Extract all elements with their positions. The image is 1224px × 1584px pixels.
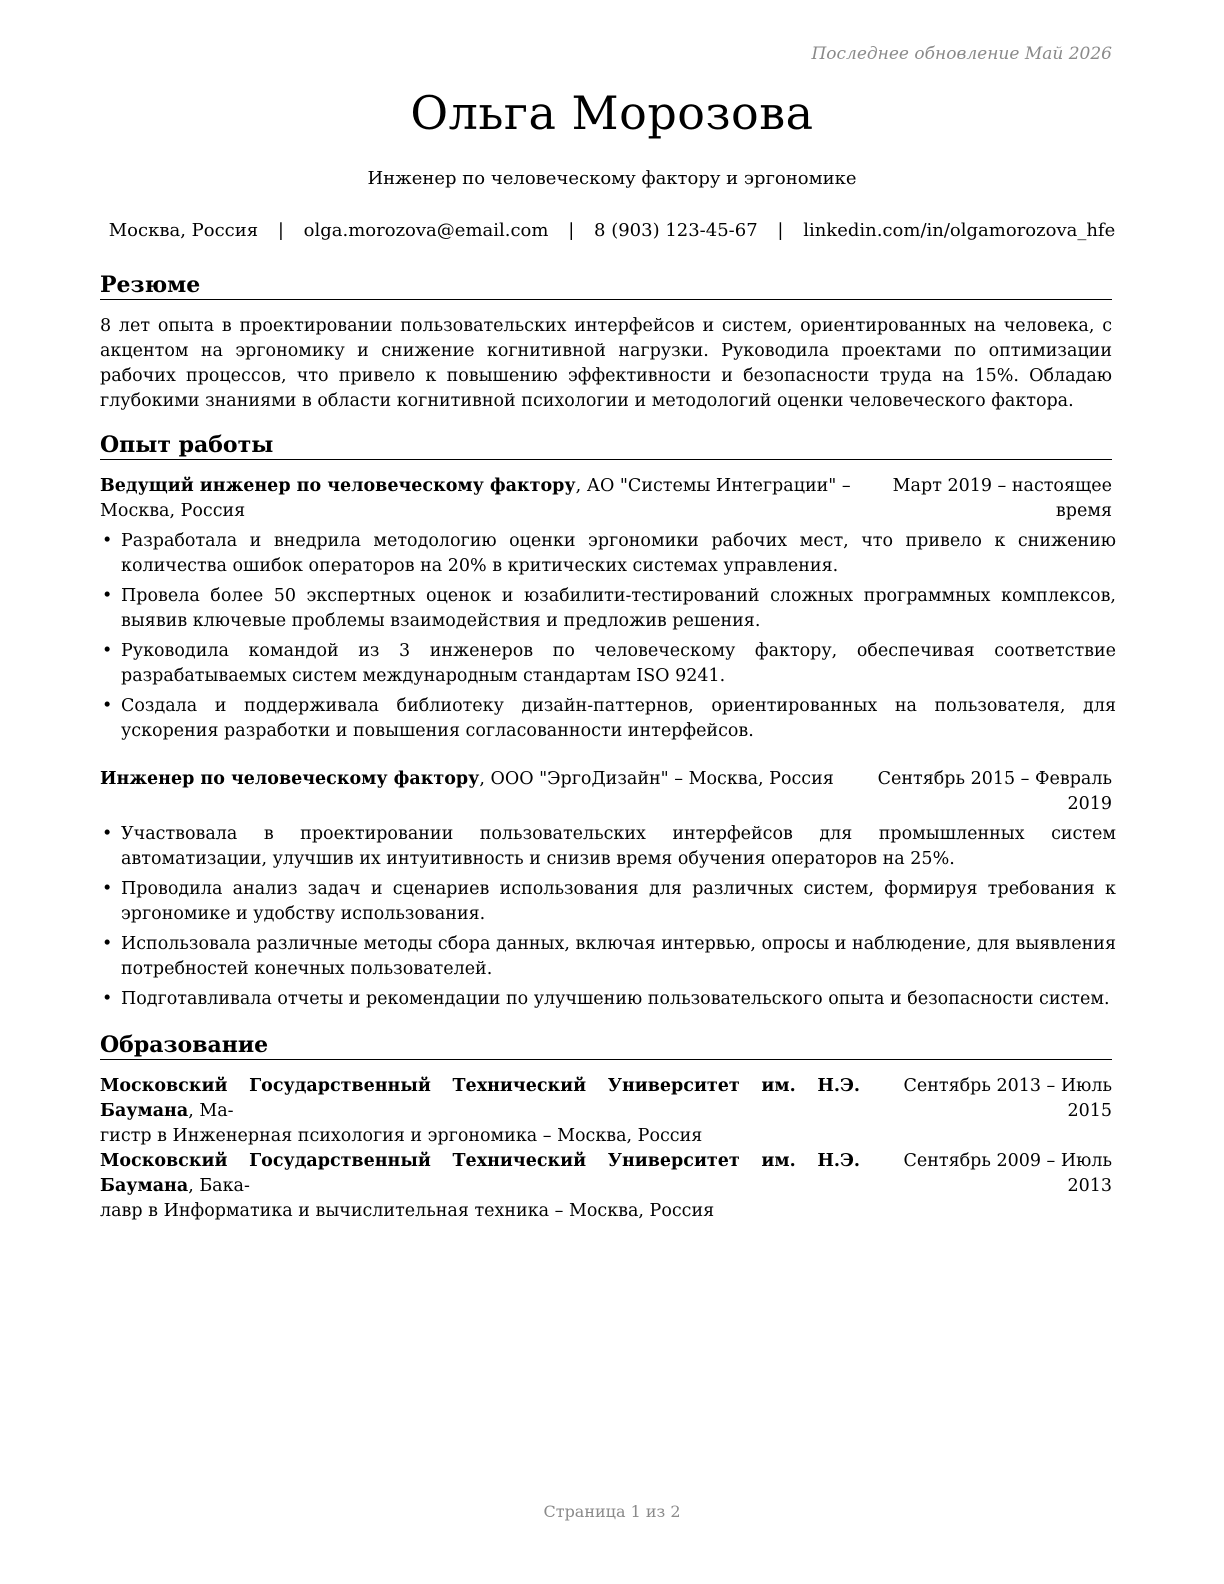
education-dates-end: 2015 xyxy=(1067,1101,1112,1121)
job-position-company xyxy=(100,767,860,792)
summary-text: 8 лет опыта в проектировании пользовательских интерфейсов и систем, ориентированных на человека, с акцентом на эргономику и снижение когнитивной нагрузки. Руководила проектами по оптимизации рабочих процессов, что привело к повышению эффективности и безопасности труда на 15%. Обладаю глубокими знаниями в области когнитивной психологии и методологий оценки человеческого фактора. xyxy=(100,316,1112,411)
job-bullets xyxy=(100,529,1116,749)
education-school-degree xyxy=(100,1074,860,1149)
job-position: Инженер по человеческому фактору xyxy=(100,769,480,789)
contact-separator: | xyxy=(277,220,284,241)
list-item: • Участвовала в проектировании пользовательских интерфейсов для промышленных систем автоматизации, улучшив их интуитивность и снизив время обучения операторов на 25%. xyxy=(100,822,1116,872)
education-degree: лавр в Информатика и вычислительная техника – Москва, Россия xyxy=(100,1201,715,1221)
contact-location: Москва, Россия xyxy=(108,220,259,241)
contacts-line xyxy=(60,220,1164,241)
list-item: • Проводила анализ задач и сценариев использования для различных систем, формируя требования к эргономике и удобству использования. xyxy=(100,877,1116,927)
job-dates-start: Март 2019 – настоящее xyxy=(892,476,1112,496)
education-dates-end: 2013 xyxy=(1067,1176,1112,1196)
contact-linkedin[interactable]: linkedin.com/in/olgamorozova_hfe xyxy=(803,220,1116,241)
education-entry xyxy=(100,1149,1112,1221)
contact-phone[interactable]: 8 (903) 123-45-67 xyxy=(594,220,758,241)
list-item: • Разработала и внедрила методологию оценки эргономики рабочих мест, что привело к снижению количества ошибок операторов на 20% в критических системах управления. xyxy=(100,529,1116,579)
section-title-summary: Резюме xyxy=(100,271,1112,300)
education-degree-start: , Ма- xyxy=(188,1101,234,1121)
list-item: • Руководила командой из 3 инженеров по человеческому фактору, обеспечивая соответствие разрабатываемых систем международным стандартам ISO 9241. xyxy=(100,639,1116,689)
job-header xyxy=(100,474,1112,524)
contact-separator: | xyxy=(777,220,784,241)
contact-separator: | xyxy=(568,220,575,241)
job-company: , АО "Системы Интеграции" – xyxy=(575,476,851,496)
job-dates xyxy=(852,474,1112,524)
job-bullets xyxy=(100,822,1116,1017)
job-dates xyxy=(852,767,1112,817)
job-location: Москва, Россия xyxy=(100,501,246,521)
education-dates xyxy=(852,1149,1112,1199)
list-item: • Провела более 50 экспертных оценок и юзабилити-тестирований сложных программных комплексов, выявив ключевые проблемы взаимодействия и предложив решения. xyxy=(100,584,1116,634)
candidate-name: Ольга Морозова xyxy=(410,86,814,140)
education-dates xyxy=(852,1074,1112,1124)
education-school: Московский Государственный Технический Университет им. Н.Э. Баумана xyxy=(100,1151,860,1196)
job-title: Инженер по человеческому фактору и эргономике xyxy=(367,168,857,189)
education-degree-start: , Бака- xyxy=(188,1176,250,1196)
last-updated: Последнее обновление Май 2026 xyxy=(811,44,1112,64)
list-item: • Использовала различные методы сбора данных, включая интервью, опросы и наблюдение, для выявления потребностей конечных пользователей. xyxy=(100,932,1116,982)
job-company: , ООО "ЭргоДизайн" – Москва, Россия xyxy=(479,769,834,789)
job-position-company xyxy=(100,474,860,524)
education-school-degree xyxy=(100,1149,860,1224)
job-header xyxy=(100,767,1112,817)
education-dates-start: Сентябрь 2013 – Июль xyxy=(903,1076,1112,1096)
job-dates-end: 2019 xyxy=(1067,794,1112,814)
page-number: Страница 1 из 2 xyxy=(543,1502,681,1521)
job-dates-end: время xyxy=(1055,501,1112,521)
education-dates-start: Сентябрь 2009 – Июль xyxy=(903,1151,1112,1171)
education-degree: гистр в Инженерная психология и эргономика – Москва, Россия xyxy=(100,1126,703,1146)
list-item: • Подготавливала отчеты и рекомендации по улучшению пользовательского опыта и безопасности систем. xyxy=(100,987,1116,1012)
section-title-education: Образование xyxy=(100,1031,1112,1060)
list-item: • Создала и поддерживала библиотеку дизайн-паттернов, ориентированных на пользователя, для ускорения разработки и повышения согласованности интерфейсов. xyxy=(100,694,1116,744)
job-position: Ведущий инженер по человеческому фактору xyxy=(100,476,576,496)
education-entry xyxy=(100,1074,1112,1146)
contact-email[interactable]: olga.morozova@email.com xyxy=(303,220,549,241)
education-school: Московский Государственный Технический Университет им. Н.Э. Баумана xyxy=(100,1076,860,1121)
section-title-experience: Опыт работы xyxy=(100,431,1112,460)
job-dates-start: Сентябрь 2015 – Февраль xyxy=(877,769,1112,789)
